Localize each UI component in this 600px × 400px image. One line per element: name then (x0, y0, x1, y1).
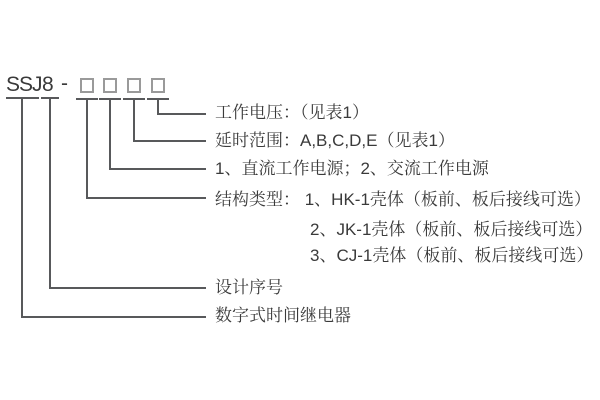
label-power-type: 1、直流工作电源；2、交流工作电源 (215, 159, 489, 178)
label-delay-range: 延时范围：A,B,C,D,E（见表1） (215, 131, 455, 150)
label-structure-type-option-3: 3、CJ-1壳体（板前、板后接线可选） (310, 246, 594, 265)
label-structure-type-option-1: 结构类型： 1、HK-1壳体（板前、板后接线可选） (215, 190, 591, 209)
connector-stem-box2 (109, 98, 111, 170)
connector-stem-box3 (133, 98, 135, 142)
connector-stem-prefix (21, 97, 23, 318)
model-prefix-text: SSJ (6, 73, 42, 96)
digit-placeholder-box-1 (80, 78, 94, 93)
connector-lead-product-name (21, 316, 206, 318)
connector-lead-structure-type (86, 197, 206, 199)
label-structure-type-option-2: 2、JK-1壳体（板前、板后接线可选） (310, 220, 593, 239)
label-design-serial: 设计序号 (215, 278, 283, 297)
connector-lead-power-type (109, 168, 206, 170)
model-separator-text: - (61, 72, 68, 95)
connector-lead-working-voltage (157, 113, 206, 115)
digit-placeholder-box-4 (151, 78, 165, 93)
connector-lead-delay-range (133, 140, 206, 142)
label-product-name: 数字式时间继电器 (215, 306, 351, 325)
label-working-voltage: 工作电压：（见表1） (215, 103, 369, 122)
connector-stem-box1 (86, 98, 88, 199)
digit-placeholder-box-3 (127, 78, 141, 93)
connector-stem-series (49, 97, 51, 289)
connector-lead-design-serial (49, 287, 206, 289)
digit-placeholder-box-2 (103, 78, 117, 93)
model-series-text: 8 (42, 73, 54, 96)
